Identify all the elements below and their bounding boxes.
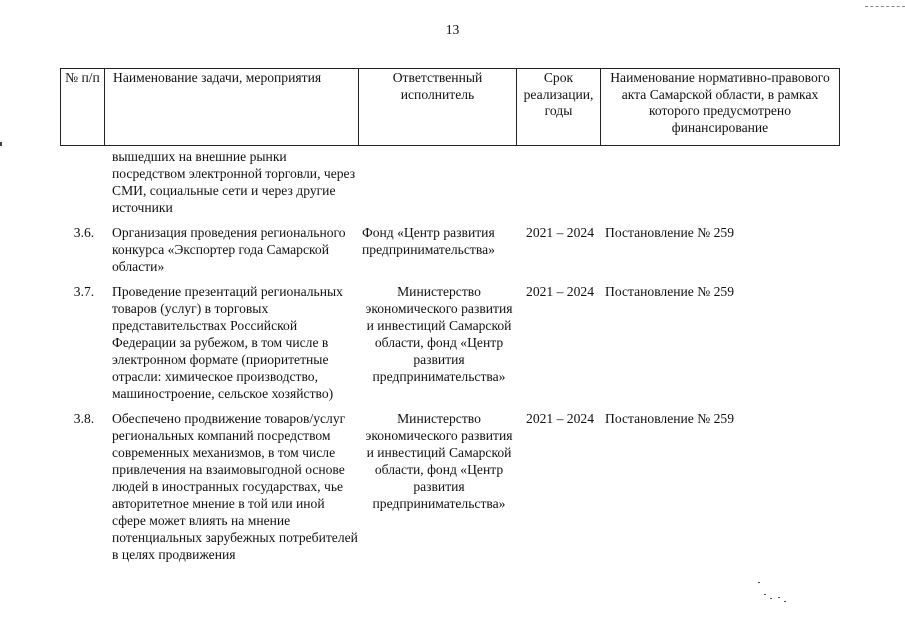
row-act: Постановление № 259 xyxy=(605,284,734,299)
row-task: Организация проведения регионального конкурса «Экспортер года Самарской области» xyxy=(112,225,346,274)
table-row xyxy=(60,283,850,402)
scan-noise xyxy=(756,578,796,608)
row-number: 3.7. xyxy=(73,284,95,299)
table-row xyxy=(60,148,850,216)
column-header-num: № п/п xyxy=(61,69,105,146)
row-term: 2021 – 2024 xyxy=(526,411,594,426)
table-header xyxy=(60,68,840,146)
column-header-task: Наименование задачи, мероприятия xyxy=(105,69,359,146)
table-row xyxy=(60,224,850,275)
row-act: Постановление № 259 xyxy=(605,225,734,240)
table-row xyxy=(60,410,850,563)
table-body xyxy=(60,148,850,571)
page-number: 13 xyxy=(445,22,460,37)
scan-edge-mark xyxy=(865,6,905,8)
row-term: 2021 – 2024 xyxy=(526,284,594,299)
row-task: Проведение презентаций региональных товаров (услуг) в торговых представительствах Российской Федерации за рубежом, в том числе в электронном формате (приоритетные отрасли: химическое производство, машиностроение, сельское хозяйство) xyxy=(112,284,343,401)
column-header-term: Срок реализации, годы xyxy=(517,69,601,146)
row-responsible: Фонд «Центр развития предпринимательства» xyxy=(362,225,495,257)
scan-edge-mark xyxy=(0,142,2,146)
row-act: Постановление № 259 xyxy=(605,411,734,426)
row-term: 2021 – 2024 xyxy=(526,225,594,240)
row-responsible: Министерство экономического развития и инвестиций Самарской области, фонд «Центр развития предпринимательства» xyxy=(365,284,513,384)
row-responsible: Министерство экономического развития и инвестиций Самарской области, фонд «Центр развития предпринимательства» xyxy=(365,411,513,511)
row-task: Обеспечено продвижение товаров/услуг региональных компаний посредством современных механизмов, в том числе привлечения на взаимовыгодной основе людей в иностранных государствах, чье авторитетное мнение в той или иной сфере может влиять на мнение потенциальных зарубежных потребителей в целях продвижения xyxy=(112,411,358,562)
row-number: 3.6. xyxy=(73,225,95,240)
column-header-act: Наименование нормативно-правового акта Самарской области, в рамках которого предусмотрено финансирование xyxy=(601,69,840,146)
column-header-responsible: Ответственный исполнитель xyxy=(359,69,517,146)
row-task: вышедших на внешние рынки посредством электронной торговли, через СМИ, социальные сети и через другие источники xyxy=(112,149,356,215)
row-number: 3.8. xyxy=(73,411,95,426)
